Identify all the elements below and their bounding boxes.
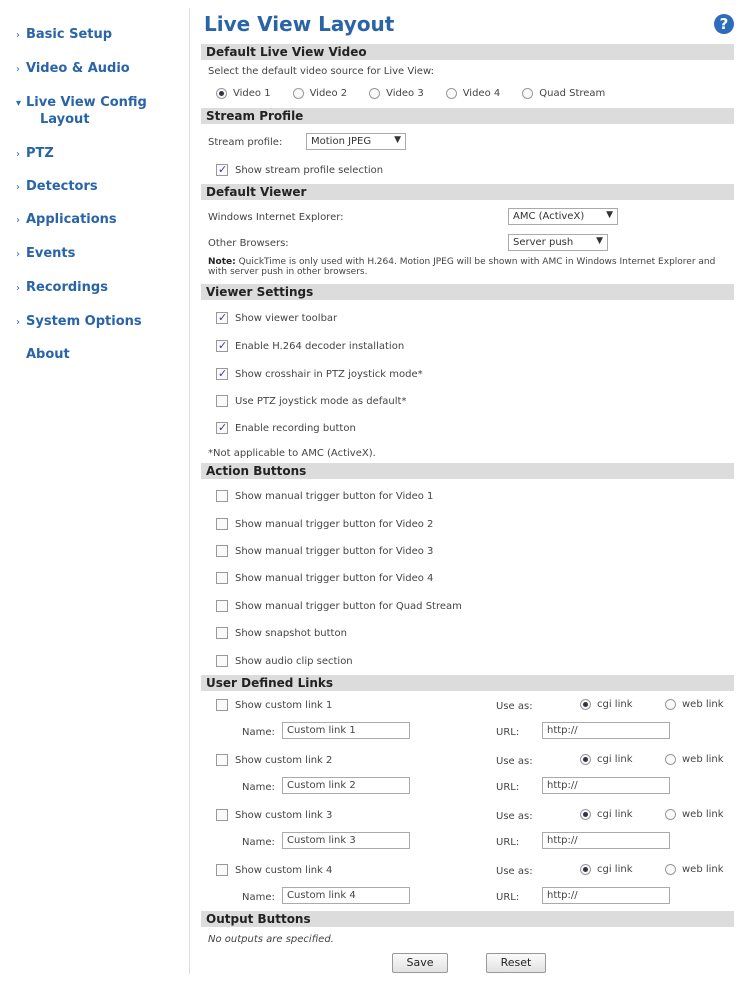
chevron-right-icon: ›	[16, 182, 20, 193]
chevron-right-icon: ›	[16, 249, 20, 260]
sidebar-nav	[8, 8, 190, 974]
link-type-cgi: cgi link	[580, 809, 633, 820]
show-custom-link-1-checkbox[interactable]	[216, 699, 228, 711]
custom-link-row: Show custom link 4	[216, 864, 332, 876]
ie-viewer-select[interactable]: AMC (ActiveX) ▼	[508, 208, 618, 225]
enable-recording-button-checkbox[interactable]	[216, 422, 228, 434]
section-header-default-video: Default Live View Video	[201, 44, 734, 60]
show-stream-profile-checkbox[interactable]	[216, 164, 228, 176]
section-header-output-buttons: Output Buttons	[201, 911, 734, 927]
url-label: URL:	[496, 727, 520, 738]
sidebar-item-label: Basic Setup	[26, 27, 113, 42]
custom-link-row: Show custom link 3	[216, 809, 332, 821]
custom-link-1-web-radio[interactable]	[665, 699, 676, 710]
custom-link-2-name-input[interactable]: Custom link 2	[282, 777, 410, 794]
caret-down-icon: ▼	[606, 210, 613, 220]
show-snapshot-checkbox[interactable]	[216, 627, 228, 639]
chevron-right-icon: ›	[16, 64, 20, 75]
main-content	[196, 8, 736, 974]
radio-video-3[interactable]	[369, 88, 380, 99]
show-crosshair-checkbox[interactable]	[216, 368, 228, 380]
sidebar-item-label: Video & Audio	[26, 61, 130, 76]
name-label: Name:	[242, 782, 275, 793]
viewer-setting-row: ✓ Enable H.264 decoder installation	[216, 340, 404, 352]
custom-link-row: Show custom link 2	[216, 754, 332, 766]
trigger-video-4-checkbox[interactable]	[216, 572, 228, 584]
custom-link-1-url-input[interactable]: http://	[542, 722, 670, 739]
section-header-user-links: User Defined Links	[201, 675, 734, 691]
link-type-web: web link	[665, 699, 724, 710]
name-label: Name:	[242, 892, 275, 903]
sidebar-item-label: System Options	[26, 314, 142, 329]
sidebar-item-label: PTZ	[26, 146, 54, 161]
ie-viewer-label: Windows Internet Explorer:	[208, 212, 344, 223]
video-source-radio-group	[216, 88, 605, 99]
link-type-cgi: cgi link	[580, 754, 633, 765]
sidebar-item-label: About	[26, 347, 70, 362]
show-viewer-toolbar-checkbox[interactable]	[216, 312, 228, 324]
link-type-web: web link	[665, 864, 724, 875]
action-button-row: Show manual trigger button for Video 2	[216, 518, 433, 530]
chevron-down-icon: ▾	[16, 98, 22, 109]
action-button-row: Show manual trigger button for Quad Stream	[216, 600, 462, 612]
link-type-web: web link	[665, 809, 724, 820]
custom-link-2-web-radio[interactable]	[665, 754, 676, 765]
section-header-default-viewer: Default Viewer	[201, 184, 734, 200]
use-as-label: Use as:	[496, 811, 533, 822]
radio-label: Quad Stream	[539, 88, 606, 99]
section-header-stream-profile: Stream Profile	[201, 108, 734, 124]
custom-link-3-web-radio[interactable]	[665, 809, 676, 820]
sidebar-item-label: Recordings	[26, 280, 108, 295]
sidebar-item-applications[interactable]	[8, 211, 117, 228]
sidebar-item-label: Detectors	[26, 179, 98, 194]
stream-profile-select[interactable]: Motion JPEG ▼	[306, 133, 406, 150]
sidebar-item-ptz[interactable]	[8, 145, 54, 162]
radio-label: Video 4	[462, 88, 501, 99]
radio-video-2[interactable]	[293, 88, 304, 99]
chevron-right-icon: ›	[16, 283, 20, 294]
viewer-setting-row: ✓ Show crosshair in PTZ joystick mode*	[216, 368, 423, 380]
sidebar-subitem-layout[interactable]: Layout	[40, 112, 90, 127]
chevron-right-icon: ›	[16, 149, 20, 160]
url-label: URL:	[496, 837, 520, 848]
section-header-action-buttons: Action Buttons	[201, 463, 734, 479]
chevron-right-icon: ›	[16, 317, 20, 328]
viewer-footnote: *Not applicable to AMC (ActiveX).	[208, 448, 376, 459]
chevron-right-icon: ›	[16, 215, 20, 226]
custom-link-2-cgi-radio[interactable]	[580, 754, 591, 765]
ptz-joystick-default-checkbox[interactable]	[216, 395, 228, 407]
radio-label: Video 2	[309, 88, 348, 99]
show-audio-clip-checkbox[interactable]	[216, 655, 228, 667]
other-browsers-label: Other Browsers:	[208, 238, 289, 249]
sidebar-item-recordings[interactable]	[8, 279, 108, 296]
link-type-cgi: cgi link	[580, 699, 633, 710]
viewer-setting-row: ✓ Show viewer toolbar	[216, 312, 337, 324]
custom-link-3-name-input[interactable]: Custom link 3	[282, 832, 410, 849]
viewer-setting-row: Use PTZ joystick mode as default*	[216, 395, 406, 407]
viewer-setting-row: ✓ Enable recording button	[216, 422, 356, 434]
sidebar-item-label: Events	[26, 246, 76, 261]
custom-link-4-web-radio[interactable]	[665, 864, 676, 875]
action-button-row: Show manual trigger button for Video 1	[216, 490, 433, 502]
action-button-row: Show manual trigger button for Video 3	[216, 545, 433, 557]
custom-link-3-cgi-radio[interactable]	[580, 809, 591, 820]
radio-quad-stream[interactable]	[522, 88, 533, 99]
page-title: Live View Layout	[204, 12, 395, 36]
link-type-cgi: cgi link	[580, 864, 633, 875]
custom-link-1-name-input[interactable]: Custom link 1	[282, 722, 410, 739]
action-button-row: Show audio clip section	[216, 655, 353, 667]
show-stream-profile-row: ✓ Show stream profile selection	[216, 164, 383, 176]
show-custom-link-2-checkbox[interactable]	[216, 754, 228, 766]
custom-link-4-url-input[interactable]: http://	[542, 887, 670, 904]
sidebar-item-events[interactable]	[8, 245, 75, 262]
sidebar-item-basic-setup[interactable]	[8, 26, 112, 43]
name-label: Name:	[242, 727, 275, 738]
custom-link-2-url-input[interactable]: http://	[542, 777, 670, 794]
sidebar-item-detectors[interactable]	[8, 178, 98, 195]
sidebar-item-label: Live View Config	[26, 95, 147, 110]
radio-video-4[interactable]	[446, 88, 457, 99]
show-custom-link-3-checkbox[interactable]	[216, 809, 228, 821]
trigger-video-2-checkbox[interactable]	[216, 518, 228, 530]
default-video-description: Select the default video source for Live View:	[208, 66, 434, 77]
radio-label: Video 3	[386, 88, 424, 99]
chevron-right-icon: ›	[16, 30, 20, 41]
link-type-web: web link	[665, 754, 724, 765]
viewer-note: Note: QuickTime is only used with H.264. Motion JPEG will be shown with AMC in Windows Internet Explorer and with server push in other browsers.	[208, 257, 716, 277]
use-as-label: Use as:	[496, 701, 533, 712]
use-as-label: Use as:	[496, 866, 533, 877]
url-label: URL:	[496, 782, 520, 793]
reset-button[interactable]: Reset	[486, 953, 546, 973]
trigger-quad-stream-checkbox[interactable]	[216, 600, 228, 612]
save-button[interactable]: Save	[392, 953, 448, 973]
other-browsers-select[interactable]: Server push ▼	[508, 234, 608, 251]
url-label: URL:	[496, 892, 520, 903]
caret-down-icon: ▼	[596, 236, 603, 246]
stream-profile-label: Stream profile:	[208, 137, 283, 148]
radio-video-1[interactable]	[216, 88, 227, 99]
help-icon[interactable]: ?	[714, 14, 734, 34]
action-button-row: Show manual trigger button for Video 4	[216, 572, 433, 584]
sidebar-item-video-audio[interactable]	[8, 60, 130, 77]
custom-link-4-name-input[interactable]: Custom link 4	[282, 887, 410, 904]
custom-link-1-cgi-radio[interactable]	[580, 699, 591, 710]
action-button-row: Show snapshot button	[216, 627, 347, 639]
section-header-viewer-settings: Viewer Settings	[201, 284, 734, 300]
no-outputs-text: No outputs are specified.	[208, 934, 334, 945]
use-as-label: Use as:	[496, 756, 533, 767]
radio-label: Video 1	[233, 88, 271, 99]
trigger-video-3-checkbox[interactable]	[216, 545, 228, 557]
name-label: Name:	[242, 837, 275, 848]
trigger-video-1-checkbox[interactable]	[216, 490, 228, 502]
sidebar-item-live-view-config[interactable]	[8, 94, 147, 128]
enable-h264-decoder-checkbox[interactable]	[216, 340, 228, 352]
caret-down-icon: ▼	[394, 135, 401, 145]
custom-link-row: Show custom link 1	[216, 699, 332, 711]
show-custom-link-4-checkbox[interactable]	[216, 864, 228, 876]
sidebar-item-about[interactable]	[8, 346, 70, 363]
sidebar-item-label: Applications	[26, 212, 117, 227]
custom-link-3-url-input[interactable]: http://	[542, 832, 670, 849]
sidebar-item-system-options[interactable]	[8, 313, 142, 330]
custom-link-4-cgi-radio[interactable]	[580, 864, 591, 875]
